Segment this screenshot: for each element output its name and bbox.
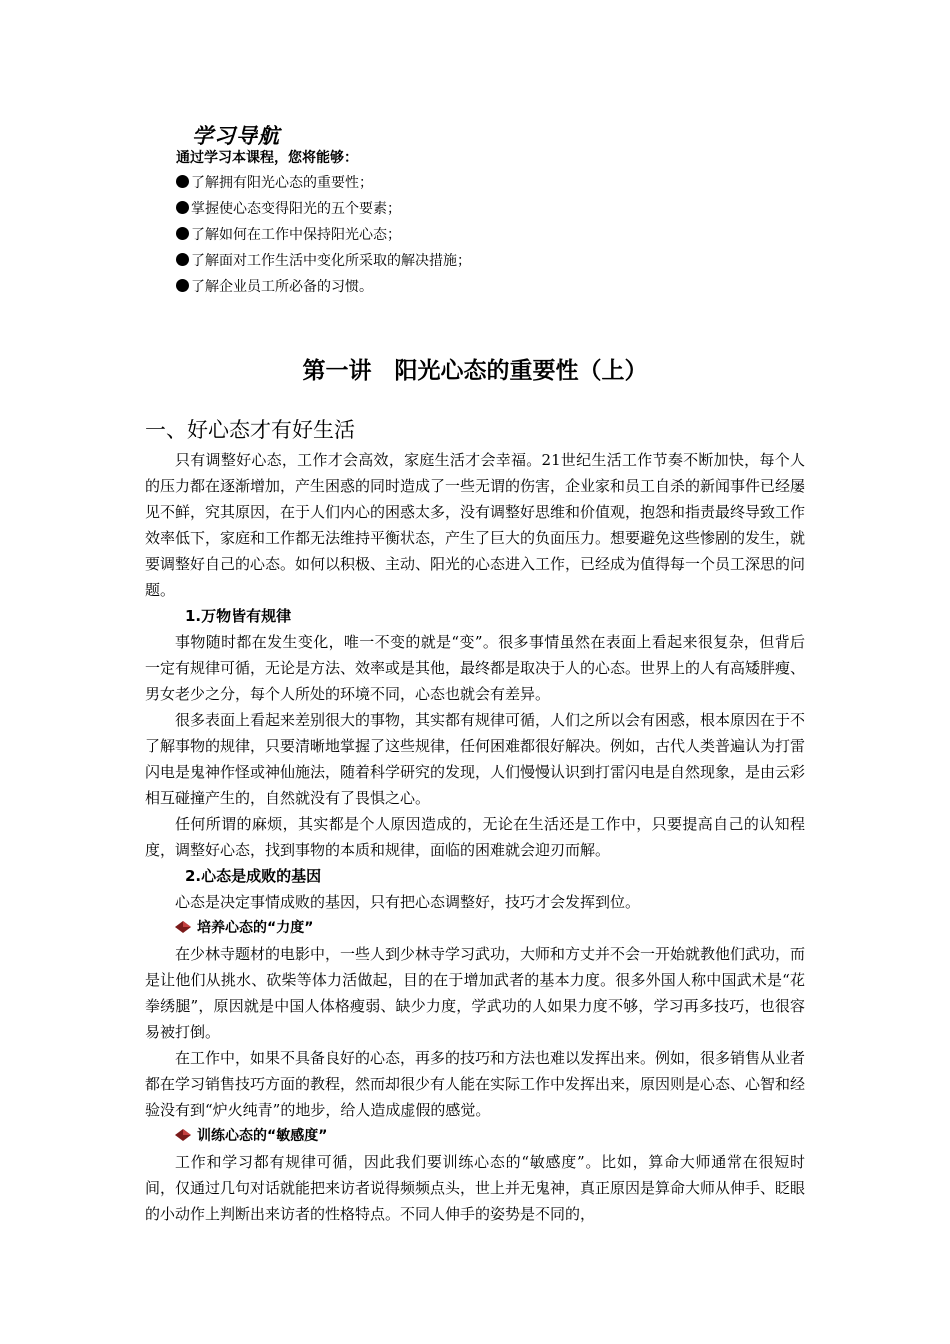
section-title: 一、好心态才有好生活: [145, 418, 355, 442]
bullet-dot-icon: [176, 201, 189, 214]
bullet-heading-sensitivity: 训练心态的“敏感度”: [145, 1123, 805, 1149]
bullet-dot-icon: [176, 253, 189, 266]
paragraph: 事物随时都在发生变化，唯一不变的就是“变”。很多事情虽然在表面上看起来很复杂，但背后一定有规律可循，无论是方法、效率或是其他，最终都是取决于人的心态。世界上的人有高矮胖瘦、男女老少之分，每个人所处的环境不同，心态也就会有差异。: [145, 633, 806, 703]
list-item: 了解面对工作生活中变化所采取的解决措施；: [176, 248, 471, 274]
bullet-heading-strength: 培养心态的“力度”: [145, 915, 805, 941]
section-body: [145, 447, 805, 1227]
list-item: 掌握使心态变得阳光的五个要素；: [176, 196, 471, 222]
diamond-bullet-icon: [175, 1129, 191, 1141]
paragraph: 任何所谓的麻烦，其实都是个人原因造成的，无论在生活还是工作中，只要提高自己的认知程度，调整好心态，找到事物的本质和规律，面临的困难就会迎刃而解。: [145, 815, 805, 859]
list-item: 了解拥有阳光心态的重要性；: [176, 170, 471, 196]
paragraph: 心态是决定事情成败的基因，只有把心态调整好，技巧才会发挥到位。: [175, 893, 641, 911]
paragraph: 工作和学习都有规律可循，因此我们要训练心态的“敏感度”。比如，算命大师通常在很短时间，仅通过几句对话就能把来访者说得频频点头，世上并无鬼神，真正原因是算命大师从伸手、眨眼的小动作上判断出来访者的性格特点。不同人伸手的姿势是不同的，: [145, 1153, 806, 1223]
paragraph: 在工作中，如果不具备良好的心态，再多的技巧和方法也难以发挥出来。例如，很多销售从业者都在学习销售技巧方面的教程，然而却很少有人能在实际工作中发挥出来，原因则是心态、心智和经验没有到“炉火纯青”的地步，给人造成虚假的感觉。: [145, 1049, 806, 1119]
lecture-title: 第一讲 阳光心态的重要性（上）: [302, 358, 648, 384]
section-intro-paragraph: 只有调整好心态，工作才会高效，家庭生活才会幸福。21世纪生活工作节奏不断加快，每个人的压力都在逐渐增加，产生困惑的同时造成了一些无谓的伤害，企业家和员工自杀的新闻事件已经屡见不鲜，究其原因，在于人们内心的困惑太多，没有调整好思维和价值观，抱怨和指责最终导致工作效率低下，家庭和工作都无法维持平衡状态，产生了巨大的负面压力。想要避免这些惨剧的发生，就要调整好自己的心态。如何以积极、主动、阳光的心态进入工作，已经成为值得每一个员工深思的问题。: [145, 451, 806, 599]
paragraph: 在少林寺题材的电影中，一些人到少林寺学习武功，大师和方丈并不会一开始就教他们武功，而是让他们从挑水、砍柴等体力活做起，目的在于增加武者的基本力度。很多外国人称中国武术是“花拳绣腿”，原因就是中国人体格瘦弱、缺少力度，学武功的人如果力度不够，学习再多技巧，也很容易被打倒。: [145, 945, 806, 1041]
subsection-title-1: 1.万物皆有规律: [185, 607, 292, 625]
bullet-dot-icon: [176, 227, 189, 240]
bullet-dot-icon: [176, 175, 189, 188]
study-guide-title: 学习导航: [192, 123, 280, 148]
paragraph: 很多表面上看起来差别很大的事物，其实都有规律可循，人们之所以会有困惑，根本原因在于不了解事物的规律，只要清晰地掌握了这些规律，任何困难都很好解决。例如，古代人类普遍认为打雷闪电是鬼神作怪或神仙施法，随着科学研究的发现，人们慢慢认识到打雷闪电是自然现象，是由云彩相互碰撞产生的，自然就没有了畏惧之心。: [145, 711, 806, 807]
study-guide-list: [176, 170, 471, 300]
study-guide-intro: 通过学习本课程，您将能够：: [176, 150, 358, 166]
list-item: 了解如何在工作中保持阳光心态；: [176, 222, 471, 248]
list-item: 了解企业员工所必备的习惯。: [176, 274, 471, 300]
diamond-bullet-icon: [175, 921, 191, 933]
subsection-title-2: 2.心态是成败的基因: [185, 867, 322, 885]
bullet-dot-icon: [176, 279, 189, 292]
